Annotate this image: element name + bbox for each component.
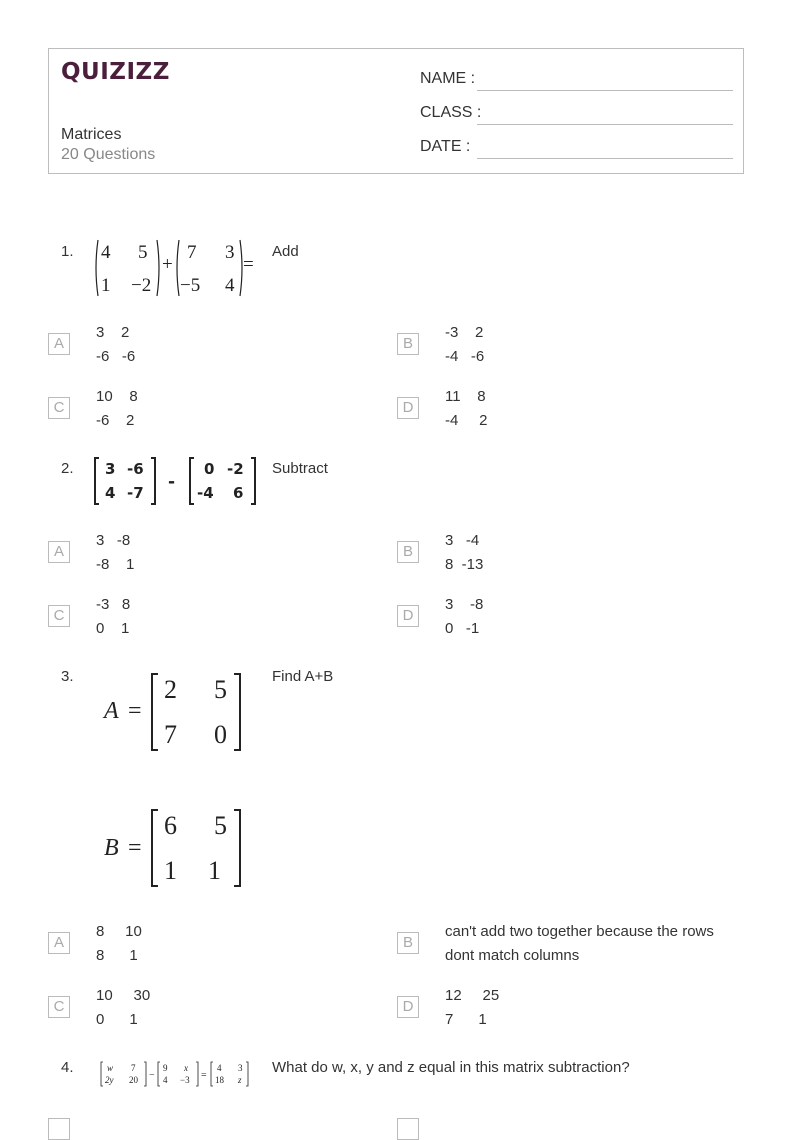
answer-line: -3 2 <box>445 324 484 341</box>
matrix-cell: 20 <box>129 1075 138 1085</box>
answer-line: 8 1 <box>96 947 138 964</box>
question-text: What do w, x, y and z equal in this matrix subtraction? <box>272 1059 630 1076</box>
bracket <box>144 1062 146 1086</box>
option-letter[interactable]: B <box>397 541 419 563</box>
matrix-cell: w <box>107 1063 114 1073</box>
matrix-cell: 7 <box>131 1063 136 1073</box>
option-letter[interactable]: C <box>48 397 70 419</box>
quizizz-logo: QUIZIZZ <box>61 59 170 85</box>
bracket <box>158 1062 160 1086</box>
answer-line: 0 1 <box>96 620 130 637</box>
answer-option[interactable] <box>445 321 484 369</box>
answer-line: -6 2 <box>96 412 135 429</box>
matrix-name: B <box>104 835 119 861</box>
answer-line: -3 8 <box>96 596 131 613</box>
answer-line: 8 10 <box>96 923 142 940</box>
answer-option[interactable] <box>96 321 135 369</box>
answer-option[interactable] <box>445 984 499 1032</box>
paren <box>96 240 98 296</box>
option-letter[interactable]: B <box>397 333 419 355</box>
name-line <box>477 89 733 91</box>
operator: - <box>168 472 176 492</box>
matrix-cell: 1 <box>101 275 111 296</box>
date-label: DATE : <box>420 138 471 155</box>
bracket <box>196 1062 198 1086</box>
matrix-cell: 9 <box>163 1063 168 1073</box>
answer-option[interactable] <box>445 593 483 641</box>
answer-option[interactable] <box>445 920 714 968</box>
option-letter[interactable]: A <box>48 541 70 563</box>
matrix-cell: 4 <box>105 484 116 502</box>
option-letter[interactable]: A <box>48 333 70 355</box>
bracket <box>234 810 240 886</box>
answer-line: -8 1 <box>96 556 135 573</box>
bracket <box>101 1062 103 1086</box>
option-letter-partial[interactable] <box>397 1118 419 1140</box>
answer-option[interactable] <box>96 593 130 641</box>
matrix-cell: 2 <box>164 675 177 704</box>
answer-line: 10 30 <box>96 987 151 1004</box>
matrix-cell: −5 <box>180 275 201 296</box>
worksheet-header <box>48 48 744 174</box>
answer-option[interactable] <box>96 984 150 1032</box>
bracket <box>246 1062 248 1086</box>
option-letter[interactable]: A <box>48 932 70 954</box>
bracket <box>95 458 99 504</box>
bracket <box>152 810 158 886</box>
answer-option[interactable] <box>96 529 134 577</box>
matrix-cell: 18 <box>215 1075 224 1085</box>
matrix-cell: 4 <box>163 1075 168 1085</box>
matrix-cell: -7 <box>127 484 144 502</box>
answer-option[interactable] <box>445 385 488 433</box>
bracket <box>152 674 158 750</box>
matrix-cell: 3 <box>225 242 235 263</box>
class-line <box>477 123 733 125</box>
matrix-cell: 1 <box>208 856 221 885</box>
option-letter[interactable]: C <box>48 605 70 627</box>
question-number: 3. <box>61 668 74 685</box>
answer-line: 8 -13 <box>445 556 484 573</box>
answer-line: dont match columns <box>445 947 580 964</box>
matrix-name: A <box>104 698 119 724</box>
name-label: NAME : <box>420 70 476 87</box>
question-3-matrix-image <box>100 668 250 893</box>
equals: = <box>128 698 142 724</box>
question-text: Find A+B <box>272 668 334 685</box>
matrix-cell: 4 <box>101 242 111 263</box>
matrix-cell: 6 <box>233 484 244 502</box>
answer-line: 3 -8 <box>96 532 131 549</box>
matrix-cell: 5 <box>214 675 227 704</box>
operator: − <box>149 1070 155 1081</box>
option-letter[interactable]: D <box>397 605 419 627</box>
paren <box>177 240 179 296</box>
question-text: Add <box>272 243 299 260</box>
bracket <box>234 674 240 750</box>
option-letter[interactable]: B <box>397 932 419 954</box>
option-letter[interactable]: D <box>397 996 419 1018</box>
bracket <box>190 458 194 504</box>
question-count: 20 Questions <box>61 146 156 163</box>
question-4-matrix-image <box>100 1059 252 1089</box>
answer-line: 7 1 <box>445 1011 487 1028</box>
matrix-cell: 4 <box>225 275 235 296</box>
question-2-matrix-image <box>93 454 259 508</box>
question-1-matrix-image <box>93 236 263 300</box>
matrix-cell: −2 <box>131 275 152 296</box>
answer-line: 3 -4 <box>445 532 480 549</box>
matrix-cell: 3 <box>238 1063 243 1073</box>
worksheet-title: Matrices <box>61 126 122 143</box>
matrix-cell: x <box>184 1063 188 1073</box>
answer-option[interactable] <box>96 920 142 968</box>
answer-line: -6 -6 <box>96 348 136 365</box>
answer-line: 10 8 <box>96 388 138 405</box>
matrix-cell: 6 <box>164 811 177 840</box>
option-letter[interactable]: D <box>397 397 419 419</box>
option-letter-partial[interactable] <box>48 1118 70 1140</box>
answer-option[interactable] <box>445 529 483 577</box>
equals: = <box>201 1070 207 1081</box>
date-line <box>477 157 733 159</box>
equals: = <box>128 835 142 861</box>
paren <box>157 240 159 296</box>
answer-line: 0 -1 <box>445 620 480 637</box>
operator: + <box>162 254 173 275</box>
question-text: Subtract <box>272 460 328 477</box>
question-number: 4. <box>61 1059 74 1076</box>
matrix-cell: z <box>238 1075 242 1085</box>
question-number: 1. <box>61 243 74 260</box>
matrix-cell: 1 <box>164 856 177 885</box>
answer-line: 0 1 <box>96 1011 138 1028</box>
class-label: CLASS : <box>420 104 482 121</box>
matrix-cell: 4 <box>217 1063 222 1073</box>
bracket <box>251 458 255 504</box>
answer-line: can't add two together because the rows <box>445 923 714 940</box>
option-letter[interactable]: C <box>48 996 70 1018</box>
matrix-cell: 7 <box>164 720 177 749</box>
answer-line: 3 2 <box>96 324 130 341</box>
matrix-cell: 3 <box>105 460 116 478</box>
question-number: 2. <box>61 460 74 477</box>
matrix-cell: -4 <box>197 484 214 502</box>
matrix-cell: -2 <box>227 460 244 478</box>
matrix-cell: -6 <box>127 460 144 478</box>
bracket <box>211 1062 213 1086</box>
bracket <box>151 458 155 504</box>
matrix-cell: 5 <box>214 811 227 840</box>
answer-line: -4 -6 <box>445 348 485 365</box>
answer-line: 12 25 <box>445 987 500 1004</box>
paren <box>240 240 242 296</box>
matrix-cell: 0 <box>204 460 215 478</box>
answer-line: -4 2 <box>445 412 488 429</box>
matrix-cell: 2y <box>105 1075 114 1085</box>
answer-line: 3 -8 <box>445 596 484 613</box>
matrix-cell: 7 <box>187 242 197 263</box>
answer-line: 11 8 <box>445 388 486 405</box>
equals: = <box>243 254 254 275</box>
matrix-cell: −3 <box>180 1075 190 1085</box>
matrix-cell: 5 <box>138 242 148 263</box>
matrix-cell: 0 <box>214 720 227 749</box>
answer-option[interactable] <box>96 385 138 433</box>
